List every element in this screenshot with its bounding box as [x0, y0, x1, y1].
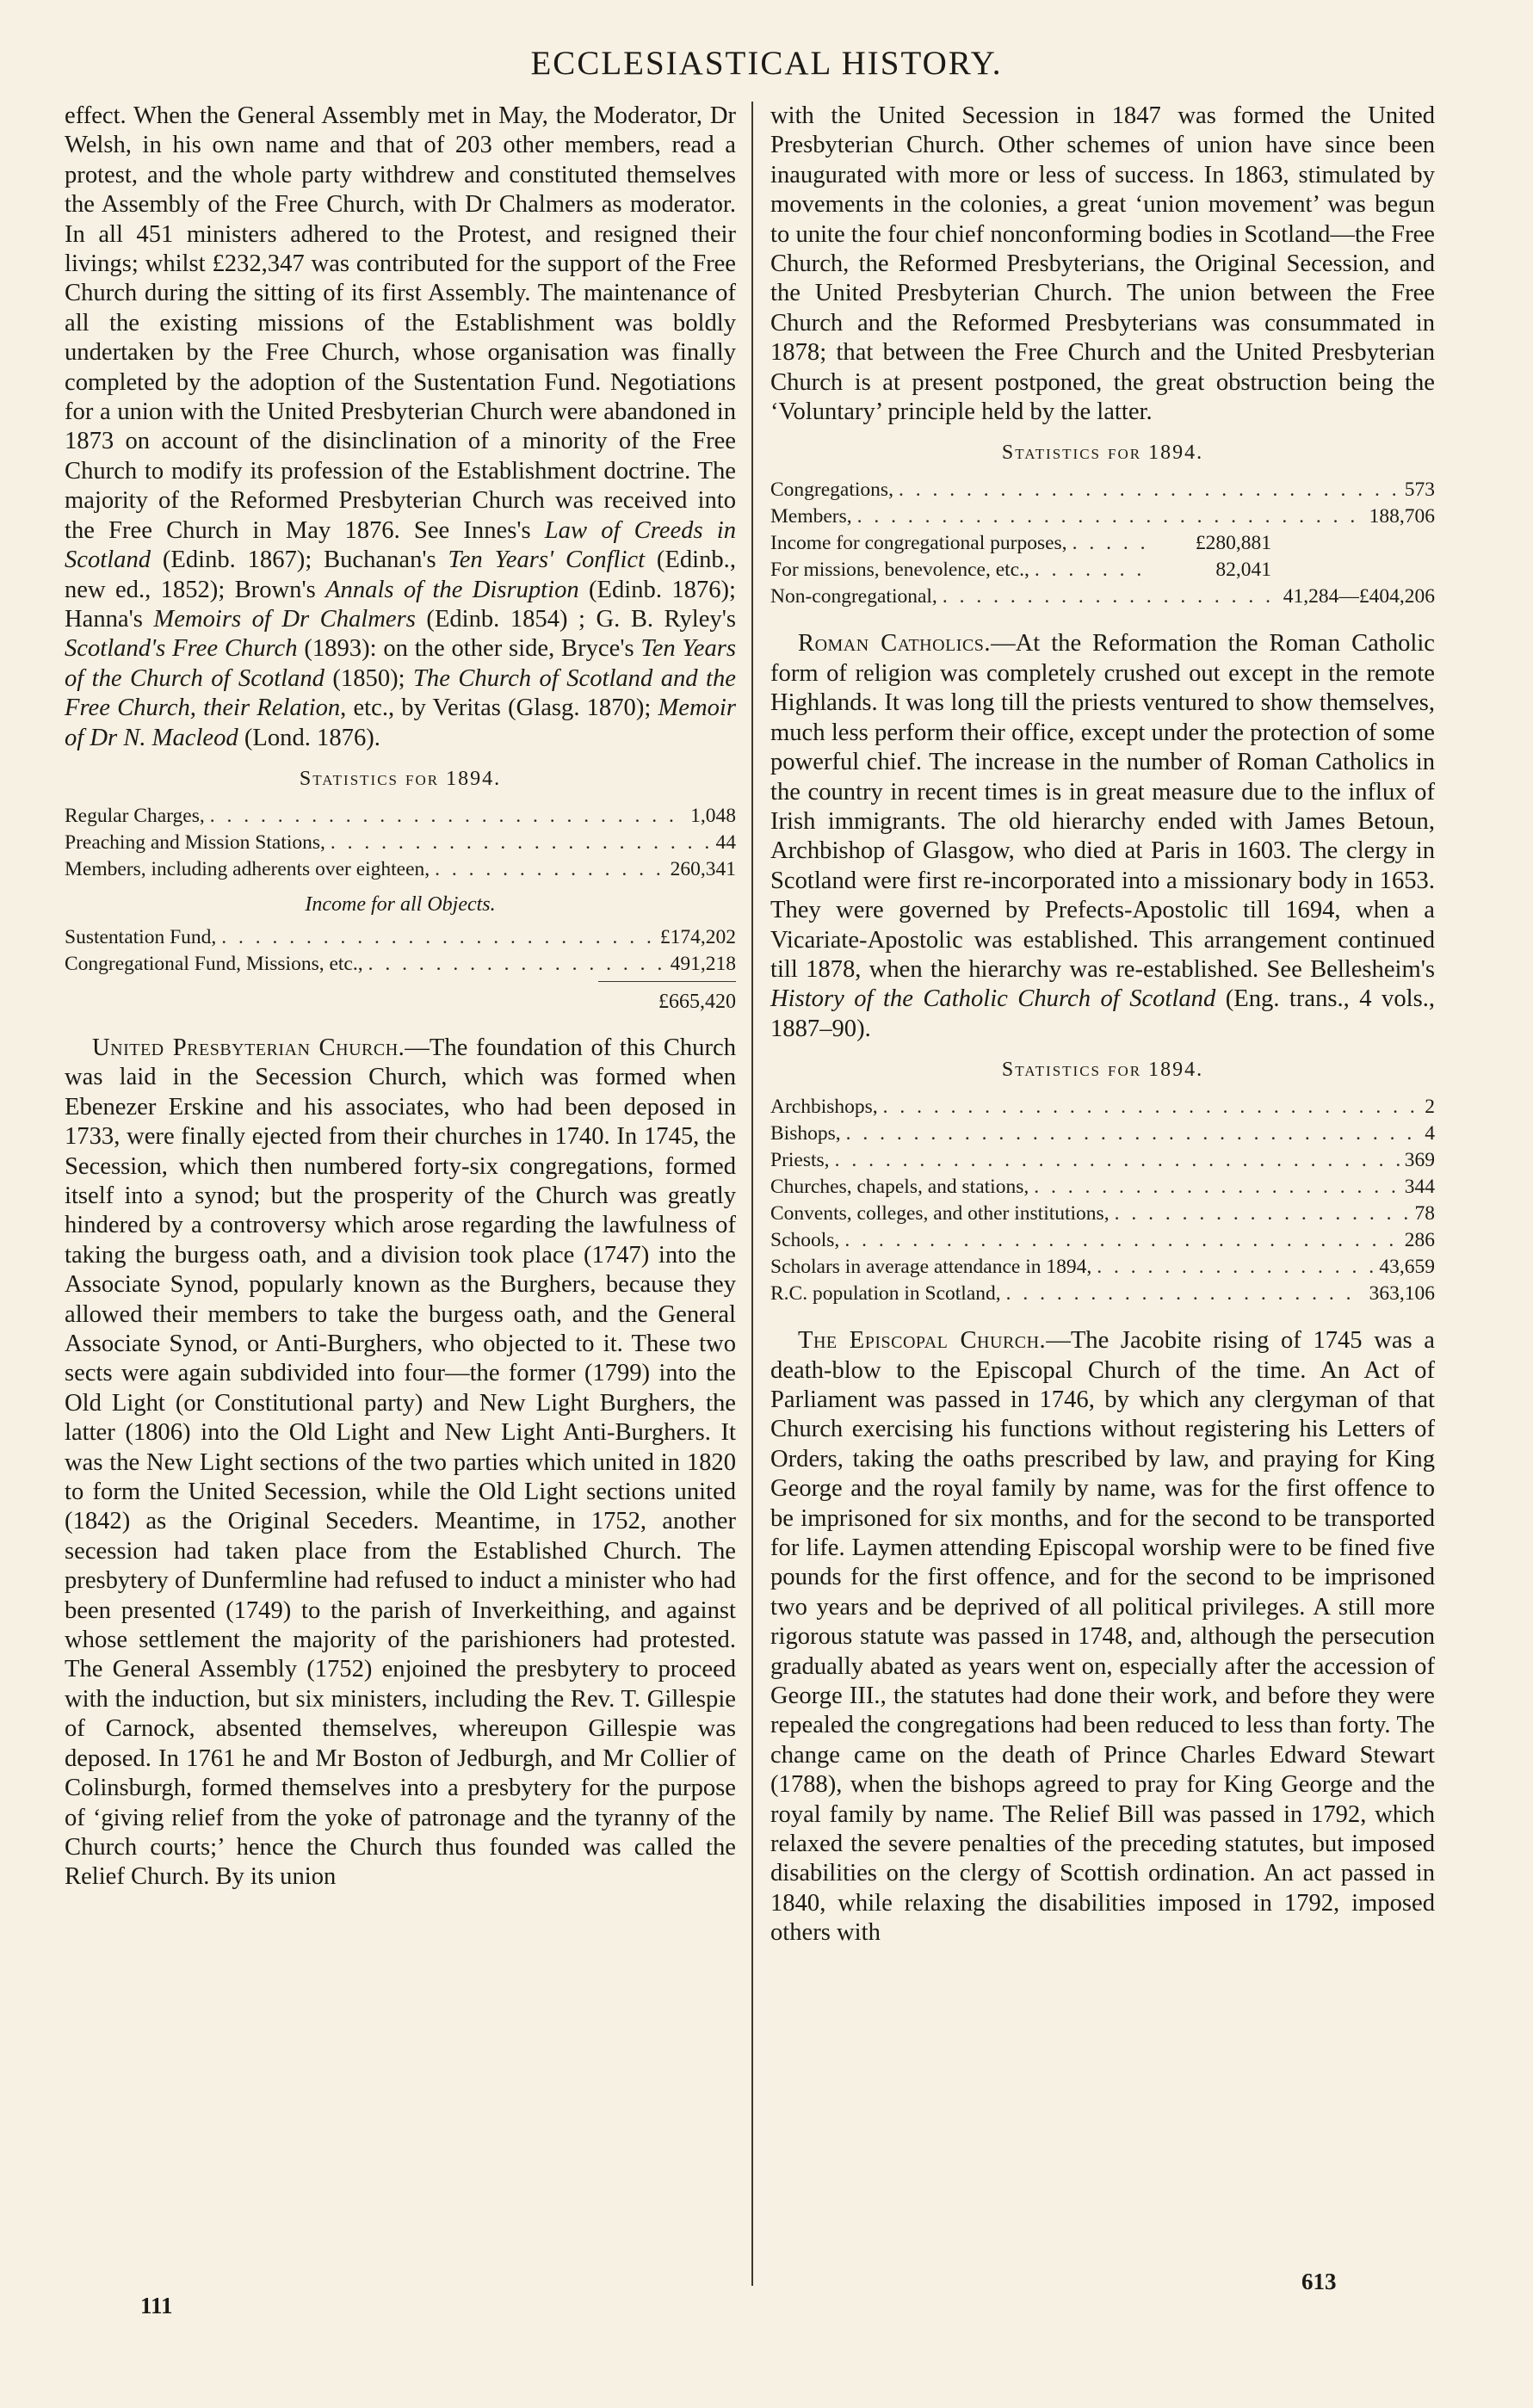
stat-value: 4 — [1425, 1122, 1435, 1145]
stat-value: 286 — [1404, 1229, 1435, 1252]
right-column — [770, 102, 1435, 1948]
leader-dots — [835, 1147, 1400, 1174]
stat-value: 369 — [1404, 1149, 1435, 1172]
stat-value: 44 — [715, 830, 736, 854]
stat-row — [770, 1254, 1435, 1281]
ref-title: History of the Catholic Church of Scotland — [770, 985, 1216, 1013]
stat-row — [65, 803, 736, 830]
united-presbyterian-paragraph — [65, 1034, 736, 1892]
stat-label: Congregational Fund, Missions, etc., — [65, 952, 363, 975]
stat-label: Congregations, — [770, 479, 893, 502]
ref-text: (Edinb. 1867); Buchanan's — [151, 546, 448, 574]
stat-label: Convents, colleges, and other institutions, — [770, 1202, 1110, 1226]
union-paragraph: with the United Secession in 1847 was formed the United Presbyterian Church. Other schemes of union have since been inaugurated with more or less of success. In 1863, stimulated by movements in the colonies, a great ‘union movement’ was begun to unite the four chief nonconforming bodies in Scotland—the Free Church, the Reformed Presbyterians, the Original Secession, and the United Presbyterian Church. The union between the Free Church and the Reformed Presbyterians was consummated in 1878; that between the Free Church and the United Presbyterian Church is at present postponed, the great obstruction being the ‘Voluntary’ principle held by the latter. — [770, 102, 1435, 426]
stat-row — [770, 1227, 1435, 1254]
stat-row — [65, 924, 736, 951]
stat-value: 260,341 — [670, 857, 736, 880]
stat-value: 82,041 — [1215, 559, 1271, 582]
stat-label: Members, including adherents over eighteen, — [65, 857, 430, 880]
stat-row — [770, 1281, 1435, 1307]
stat-row — [770, 530, 1435, 557]
leader-dots — [221, 924, 655, 951]
ref-text: (1850); — [324, 664, 414, 692]
leader-dots — [943, 583, 1278, 610]
stat-label: Priests, — [770, 1149, 830, 1172]
ref-title: Memoir of Dr N. Macleod — [65, 695, 736, 751]
stat-label: Preaching and Mission Stations, — [65, 830, 325, 854]
ref-title: Memoirs of Dr Chalmers — [153, 605, 416, 633]
leader-dots — [899, 477, 1400, 503]
stat-label: Schools, — [770, 1229, 840, 1252]
ref-title: Annals of the Disruption — [325, 576, 579, 603]
stat-label: Income for congregational purposes, — [770, 532, 1067, 555]
stat-label: Churches, chapels, and stations, — [770, 1176, 1029, 1199]
ref-text: (1893): on the other side, Bryce's — [297, 635, 641, 663]
stat-row — [770, 1174, 1435, 1201]
stat-label: Members, — [770, 505, 852, 528]
ref-text: , etc., by Veritas (Glasg. 1870); — [340, 695, 658, 722]
stat-label: Non-congregational, — [770, 585, 937, 608]
stat-value: 363,106 — [1369, 1282, 1435, 1306]
leader-dots — [844, 1227, 1399, 1254]
stat-row — [770, 1094, 1435, 1121]
page-title: ECCLESIASTICAL HISTORY. — [530, 45, 1003, 82]
stat-label: R.C. population in Scotland, — [770, 1282, 1001, 1306]
stat-row — [65, 856, 736, 883]
leader-dots — [1097, 1254, 1374, 1281]
episcopal-church-paragraph — [770, 1326, 1435, 1948]
leader-dots — [1035, 557, 1154, 583]
stat-value: £280,881 — [1195, 532, 1271, 555]
ref-title: Ten Years of the Church of Scotland — [65, 635, 736, 692]
ref-title: The Church of Scotland and the Free Church, their Relation — [65, 664, 736, 722]
ref-title: Scotland's Free Church — [65, 635, 298, 663]
section-heading: The Episcopal Church. — [798, 1327, 1047, 1355]
column-divider — [751, 102, 753, 2286]
stat-row — [770, 477, 1435, 503]
stat-value: 41,284—£404,206 — [1283, 585, 1435, 608]
section-heading: United Presbyterian Church. — [92, 1034, 405, 1061]
leader-dots — [883, 1094, 1420, 1121]
stat-value: 491,218 — [670, 952, 736, 975]
leader-dots — [857, 503, 1364, 530]
leader-dots — [846, 1121, 1420, 1147]
stat-row — [770, 1121, 1435, 1147]
stat-row — [770, 1147, 1435, 1174]
roman-catholics-paragraph — [770, 629, 1435, 1044]
stat-value: 188,706 — [1369, 505, 1435, 528]
stat-value: 1,048 — [690, 804, 736, 827]
leader-dots — [1115, 1201, 1410, 1227]
roman-catholics-text: —At the Reformation the Roman Catholic form of religion was completely crushed out except in the remote Highlands. It was long till the priests ventured to show themselves, much less perform their office, except under the protection of some powerful chief. The increase in the number of Roman Catholics in the country in recent times is in great measure due to the influx of Irish immigrants. The old hierarchy ended with James Betoun, Archbishop of Glasgow, who died at Paris in 1603. The clergy in Scotland were first re-incorporated into a missionary body in 1653. They were governed by Prefects-Apostolic till 1694, when a Vicariate-Apostolic was established. This arrangement continued till 1878, when the hierarchy was re-established. — [770, 630, 1435, 983]
free-church-stats-heading: Statistics for 1894. — [299, 767, 502, 790]
stat-label: Scholars in average attendance in 1894, — [770, 1256, 1092, 1279]
section-heading: Roman Catholics. — [798, 630, 992, 658]
stat-row — [770, 583, 1435, 610]
stat-value: 2 — [1425, 1096, 1435, 1119]
stat-row — [65, 951, 736, 978]
ref-text: (Eng. trans., 4 vols., 1887–90). — [770, 985, 1435, 1042]
ref-text: (Edinb. 1854) ; G. B. Ryley's — [415, 605, 736, 633]
ref-text: See Innes's — [399, 516, 545, 544]
leader-dots — [435, 856, 665, 883]
rc-stats-heading: Statistics for 1894. — [1001, 1059, 1204, 1082]
episcopal-church-text: —The Jacobite rising of 1745 was a death-blow to the Episcopal Church of the time. An Act of Parliament was passed in 1746, by which any clergyman of that Church exercising his functions without registering his Letters of Orders, taking the oaths prescribed by law, and praying for King George and the royal family by name, was for the first offence to be imprisoned for six months, and for the second to be transported for life. Laymen attending Episcopal worship were to be fined five pounds for the first offence, and for the second to be imprisoned two years and be deprived of all political privileges. A still more rigorous statute was passed in 1748, and, although the persecution gradually abated as years went on, especially after the accession of George III., the statutes had done their work, and before they were repealed the congregations had been reduced to less than forty. The change came on the death of Prince Charles Edward Stewart (1788), when the bishops agreed to pray for King George and the royal family by name. The Relief Bill was passed in 1792, which relaxed the severe penalties of the preceding statutes, but imposed disabilities on the clergy of Scottish ordination. An act passed in 1840, while relaxing the disabilities imposed in 1792, imposed others with — [770, 1327, 1435, 1947]
leader-dots — [1034, 1174, 1400, 1201]
ref-text: (Edinb. 1876); Hanna's — [65, 576, 736, 633]
free-church-text: effect. When the General Assembly met in May, the Moderator, Dr Welsh, in his own name and that of 203 other members, read a protest, and the whole party withdrew and constituted themselves the Assembly of the Free Church, with Dr Chalmers as moderator. In all 451 ministers adhered to the Protest, and resigned their livings; whilst £232,347 was contributed for the support of the Free Church during the sitting of its first Assembly. The maintenance of all the existing missions of the Establishment was boldly undertaken by the Free Church, whose organisation was finally completed by the adoption of the Sustentation Fund. Negotiations for a union with the United Presbyterian Church were abandoned in 1873 on account of the disinclination of a minority of the Free Church to modify its profession of the Establishment doctrine. The majority of the Reformed Presbyterian Church was received into the Free Church in May 1876. — [65, 102, 736, 544]
stat-value: £174,202 — [659, 925, 736, 948]
stat-value: 78 — [1414, 1202, 1435, 1226]
stat-row — [770, 557, 1435, 583]
ref-title: Ten Years' Conflict — [448, 546, 646, 574]
stat-label: Sustentation Fund, — [65, 925, 217, 948]
leader-dots — [210, 803, 685, 830]
stat-value: 43,659 — [1379, 1256, 1435, 1279]
leader-dots — [1006, 1281, 1364, 1307]
up-church-stats-heading: Statistics for 1894. — [1001, 441, 1204, 465]
page-number-right: 613 — [1301, 2269, 1337, 2294]
ref-text: See Bellesheim's — [1258, 955, 1435, 983]
stat-row — [770, 503, 1435, 530]
leader-dots — [1072, 530, 1154, 557]
free-church-paragraph — [65, 102, 736, 753]
stat-value: 573 — [1404, 479, 1435, 502]
ref-text: (Lond. 1876). — [238, 724, 380, 751]
stat-row — [770, 1201, 1435, 1227]
ref-text: (Edinb., new ed., 1852); Brown's — [65, 546, 736, 603]
left-column — [65, 102, 736, 1892]
stat-label: Bishops, — [770, 1122, 841, 1145]
leader-dots — [331, 830, 711, 856]
stat-value: 344 — [1404, 1176, 1435, 1199]
stat-label: For missions, benevolence, etc., — [770, 559, 1029, 582]
income-total: £665,420 — [658, 990, 736, 1013]
ref-title: Law of Creeds in Scotland — [65, 516, 736, 574]
leader-dots — [368, 951, 665, 978]
united-presbyterian-text: —The foundation of this Church was laid in the Secession Church, which was formed when Ebenezer Erskine and his associates, who had been deposed in 1733, were finally ejected from their churches in 1740. In 1745, the Secession, which then numbered forty-six congregations, formed itself into a synod; but the prosperity of the Church was greatly hindered by a controversy which arose regarding the lawfulness of taking the burgess oath, and a division took place (1747) into the Associate Synod, popularly known as the Burghers, because they allowed their members to take the burgess oath, and the General Associate Synod, or Anti-Burghers, who objected to it. These two sects were again subdivided into four—the former (1799) into the Old Light (or Constitutional party) and New Light Burghers, the latter (1806) into the Old Light and New Light Anti-Burghers. It was the New Light sections of the two parties which united in 1820 to form the United Secession, while the Old Light sections united (1842) as the Original Seceders. Meantime, in 1752, another secession had taken place from the Established Church. The presbytery of Dunfermline had refused to induct a minister who had been presented (1749) to the parish of Inverkeithing, and against whose settlement the majority of the parishioners had protested. The General Assembly (1752) enjoined the presbytery to proceed with the induction, but six ministers, including the Rev. T. Gillespie of Carnock, absented themselves, whereupon Gillespie was deposed. In 1761 he and Mr Boston of Jedburgh, and Mr Collier of Colinsburgh, formed themselves into a presbytery for the purpose of ‘giving relief from the yoke of patronage and the tyranny of the Church courts;’ hence the Church thus founded was called the Relief Church. By its union — [65, 1034, 736, 1891]
stat-label: Archbishops, — [770, 1096, 878, 1119]
stat-row — [65, 830, 736, 856]
income-subheading: Income for all Objects. — [305, 892, 496, 916]
stat-label: Regular Charges, — [65, 804, 205, 827]
page-number-left: 111 — [140, 2293, 173, 2318]
